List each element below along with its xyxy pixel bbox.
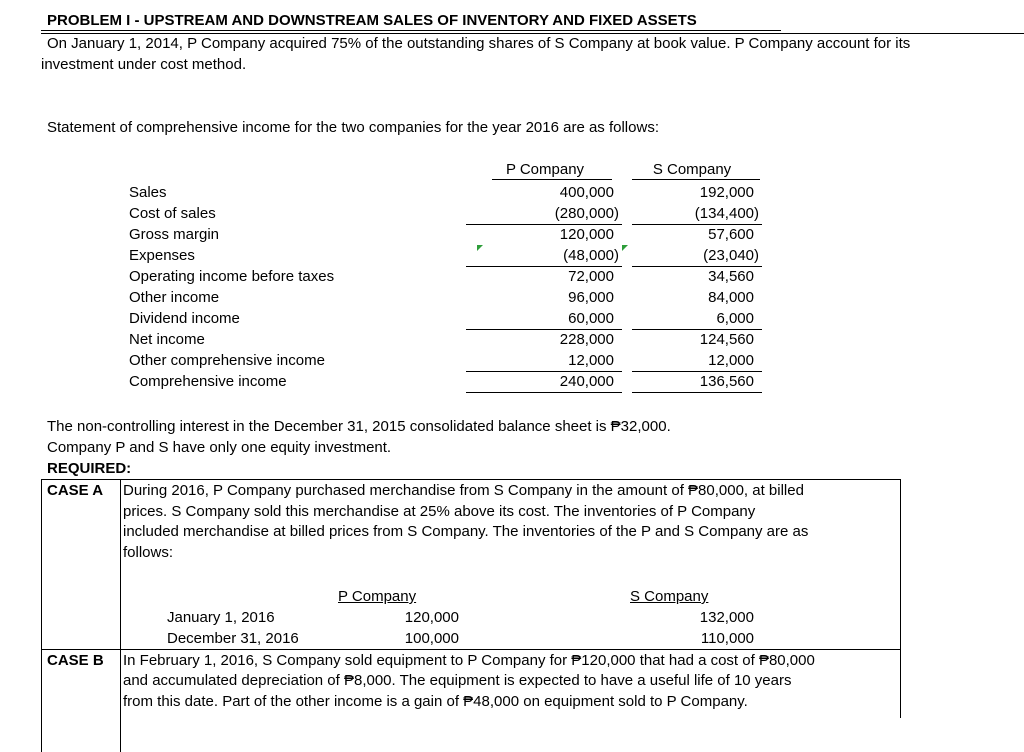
case-grid-right <box>900 479 901 718</box>
inventory-s-header: S Company <box>630 588 709 605</box>
required-heading: REQUIRED: <box>47 460 132 477</box>
s-value: (134,400) <box>694 205 759 222</box>
row-label: Dividend income <box>129 310 240 327</box>
case-b-line: and accumulated depreciation of ₱8,000. The equipment is expected to have a useful life of 10 years <box>123 672 792 689</box>
case-a-line: follows: <box>123 544 174 561</box>
title-underline <box>41 30 781 31</box>
p-company-header: P Company <box>505 161 585 178</box>
case-a-line: prices. S Company sold this merchandise at 25% above its cost. The inventories of P Company <box>123 503 756 520</box>
s-value: 12,000 <box>708 352 754 369</box>
p-header-underline <box>492 179 612 180</box>
s-value: 192,000 <box>699 184 754 201</box>
case-grid-separator <box>41 649 901 650</box>
equity-note: Company P and S have only one equity investment. <box>47 439 392 456</box>
inventory-p-header: P Company <box>338 588 417 605</box>
comment-marker <box>622 245 628 251</box>
case-b-line: In February 1, 2016, S Company sold equipment to P Company for ₱120,000 that had a cost of ₱80,000 <box>123 652 815 669</box>
s-value: (23,040) <box>703 247 759 264</box>
s-value: 34,560 <box>708 268 754 285</box>
s-value: 136,560 <box>699 373 754 390</box>
inventory-p-value: 100,000 <box>404 630 459 647</box>
row-label: Net income <box>129 331 205 348</box>
inventory-date: December 31, 2016 <box>167 630 299 647</box>
s-header-underline <box>632 179 760 180</box>
row-label: Other comprehensive income <box>129 352 325 369</box>
intro-line-1: On January 1, 2014, P Company acquired 75% of the outstanding shares of S Company at book value. P Company account for its <box>47 35 911 52</box>
p-value: (280,000) <box>554 205 619 222</box>
statement-intro: Statement of comprehensive income for the two companies for the year 2016 are as follows: <box>47 119 659 136</box>
row-label: Sales <box>129 184 167 201</box>
case-grid-top <box>41 479 901 480</box>
inventory-s-value: 132,000 <box>699 609 754 626</box>
row-label: Other income <box>129 289 220 306</box>
intro-line-2: investment under cost method. <box>41 56 247 73</box>
case-b-label: CASE B <box>47 652 104 669</box>
p-value: 72,000 <box>568 268 614 285</box>
s-value: 124,560 <box>699 331 754 348</box>
p-value: 400,000 <box>559 184 614 201</box>
case-a-line: included merchandise at billed prices from S Company. The inventories of the P and S Company are as <box>123 523 809 540</box>
p-value: 228,000 <box>559 331 614 348</box>
s-value: 57,600 <box>708 226 754 243</box>
p-value: 120,000 <box>559 226 614 243</box>
p-value: 240,000 <box>559 373 614 390</box>
inventory-date: January 1, 2016 <box>167 609 275 626</box>
inventory-s-value: 110,000 <box>700 630 754 647</box>
row-label: Comprehensive income <box>129 373 287 390</box>
inventory-p-value: 120,000 <box>404 609 459 626</box>
comment-marker <box>477 245 483 251</box>
nci-note: The non-controlling interest in the December 31, 2015 consolidated balance sheet is ₱32,000. <box>47 418 671 435</box>
row-label: Gross margin <box>129 226 220 243</box>
p-value: (48,000) <box>563 247 619 264</box>
p-value: 96,000 <box>568 289 614 306</box>
case-grid-left <box>41 479 42 752</box>
p-value: 60,000 <box>568 310 614 327</box>
row-label: Expenses <box>129 247 195 264</box>
case-a-label: CASE A <box>47 482 104 499</box>
case-grid-divider <box>120 479 121 752</box>
case-b-line: from this date. Part of the other income is a gain of ₱48,000 on equipment sold to P Company. <box>123 693 748 710</box>
problem-title: PROBLEM I - UPSTREAM AND DOWNSTREAM SALES OF INVENTORY AND FIXED ASSETS <box>47 12 697 29</box>
s-company-header: S Company <box>652 161 732 178</box>
s-value: 6,000 <box>716 310 754 327</box>
p-value: 12,000 <box>568 352 614 369</box>
total-line <box>466 392 622 393</box>
total-line <box>632 392 762 393</box>
case-a-line: During 2016, P Company purchased merchandise from S Company in the amount of ₱80,000, at billed <box>123 482 804 499</box>
s-value: 84,000 <box>708 289 754 306</box>
row-label: Cost of sales <box>129 205 216 222</box>
row-label: Operating income before taxes <box>129 268 335 285</box>
